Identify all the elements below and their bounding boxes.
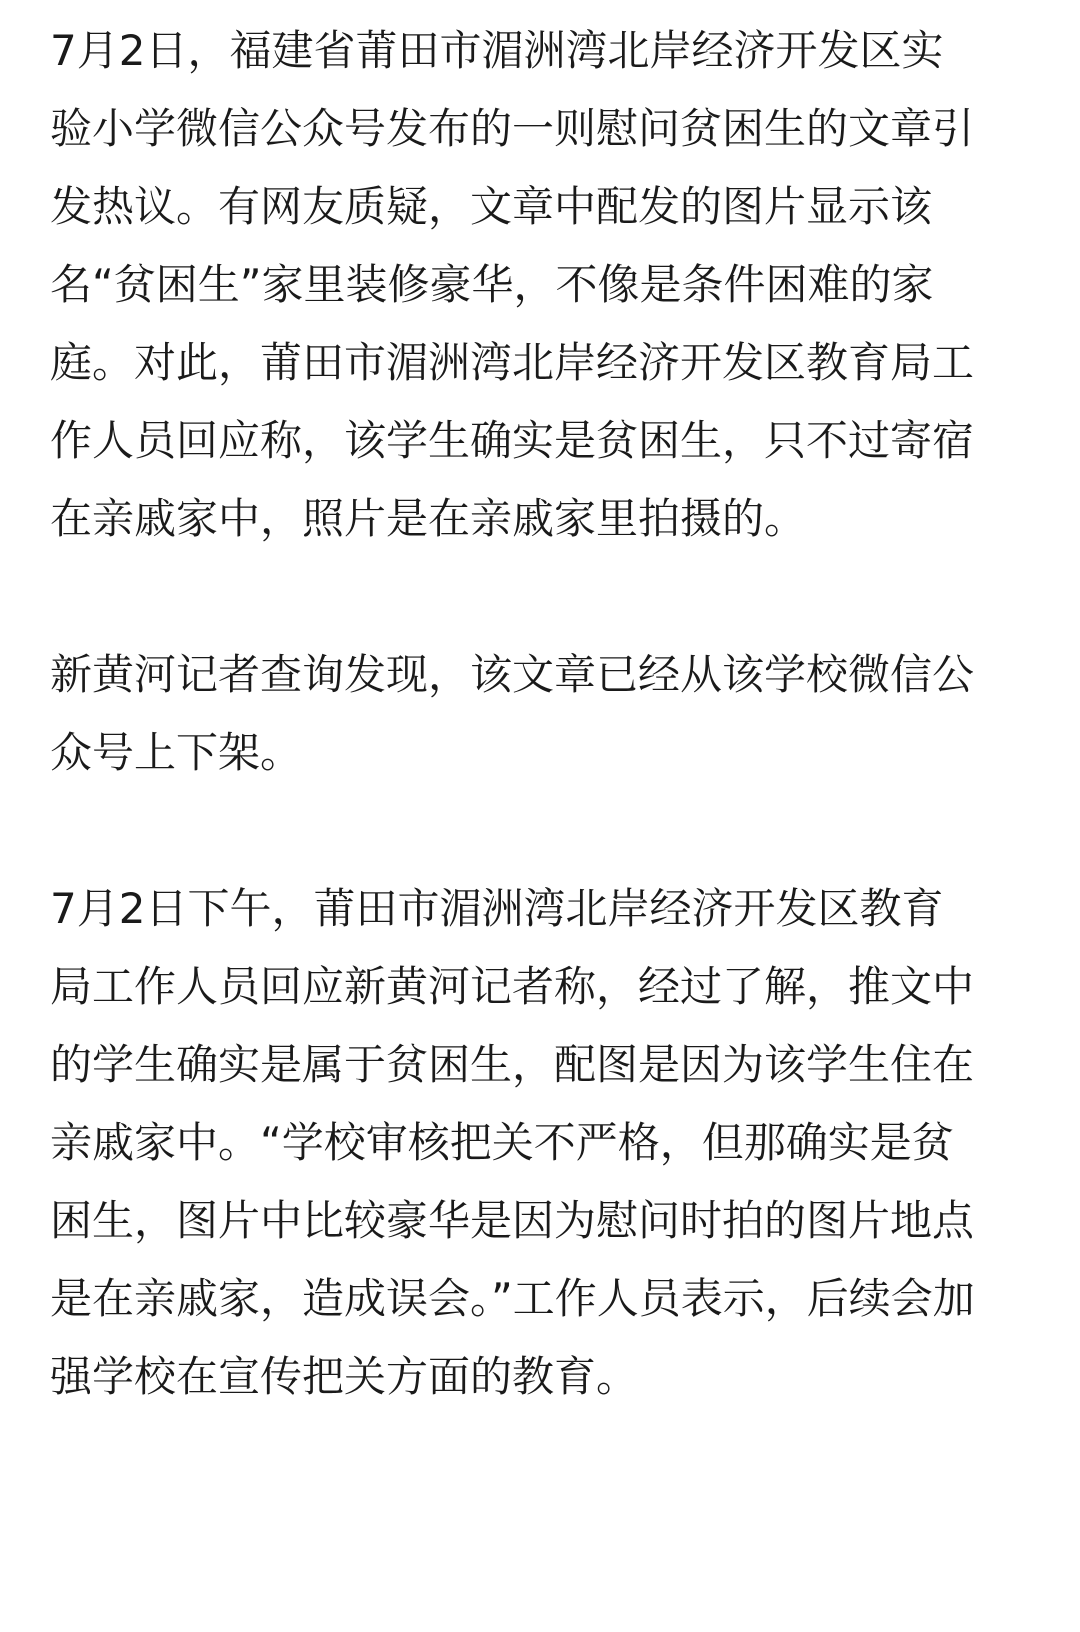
article-paragraph: 7月2日，福建省莆田市湄洲湾北岸经济开发区实验小学微信公众号发布的一则慰问贫困生的文章引发热议。有网友质疑，文章中配发的图片显示该名“贫困生”家里装修豪华，不像是条件困难的家庭。对此，莆田市湄洲湾北岸经济开发区教育局工作人员回应称，该学生确实是贫困生，只不过寄宿在亲戚家中，照片是在亲戚家里拍摄的。 [50,26,975,543]
article-paragraph: 新黄河记者查询发现，该文章已经从该学校微信公众号上下架。 [50,650,975,777]
article-body [50,12,980,1416]
article-paragraph: 7月2日下午，莆田市湄洲湾北岸经济开发区教育局工作人员回应新黄河记者称，经过了解，推文中的学生确实是属于贫困生，配图是因为该学生住在亲戚家中。“学校审核把关不严格，但那确实是贫困生，图片中比较豪华是因为慰问时拍的图片地点是在亲戚家，造成误会。”工作人员表示，后续会加强学校在宣传把关方面的教育。 [50,884,975,1401]
